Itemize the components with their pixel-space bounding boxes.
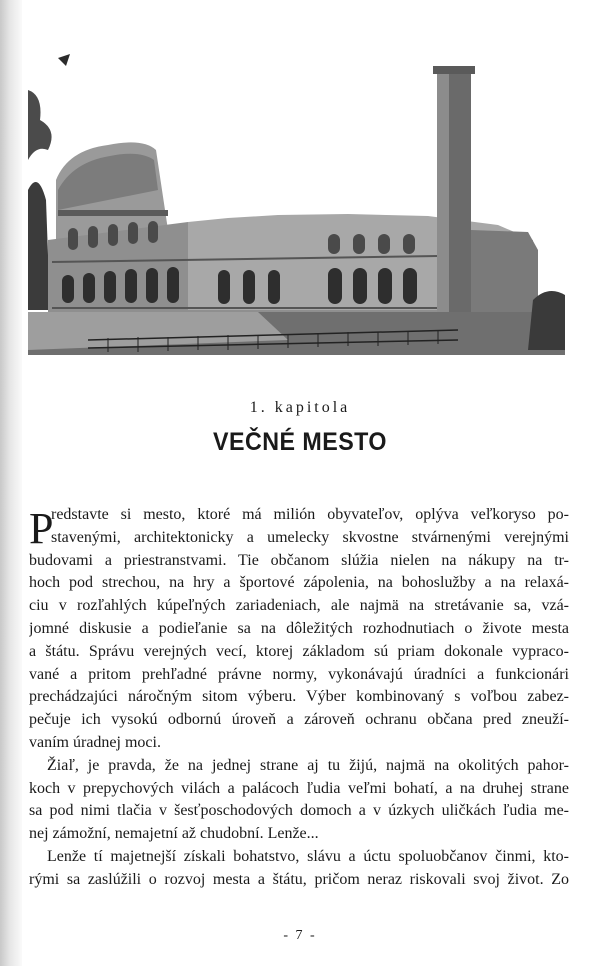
text-line: pečuje ich vysokú odbornú úroveň a zároveň ochranu občana pred zneuží- xyxy=(29,711,569,729)
text-line: jomné diskusie a podieľanie sa na dôležitých rozhodnutiach o živote mesta xyxy=(29,619,569,637)
page-number: - 7 - xyxy=(283,928,317,943)
chapter-label: 1. kapitola xyxy=(249,399,351,416)
text-line: budovami a priestranstvami. Tie občanom slúžia nielen na nákupy na tr- xyxy=(29,551,569,569)
text-line: sa pod nimi tlačia v šesťposchodových domoch a v úzkych uličkách ľudia me- xyxy=(29,802,569,820)
text-line: koch v prepychových vilách a palácoch ľudia veľmi bohatí, a na druhej strane xyxy=(29,779,569,797)
colosseum-photo xyxy=(28,50,565,355)
chapter-title: VEČNÉ MESTO xyxy=(213,428,387,456)
text-line: stavenými, architektonicky a umelecky skvostne stvárnenými verejnými xyxy=(51,528,569,546)
text-line: vaním úradnej moci. xyxy=(29,733,161,751)
text-line: a štátu. Správu verejných vecí, ktorej základom sú priam dokonale vypraco- xyxy=(29,642,569,660)
text-line: Lenže tí majetnejší získali bohatstvo, slávu a úctu spoluobčanov činmi, kto- xyxy=(47,847,569,865)
text-line: rými sa zaslúžili o rozvoj mesta a štátu, pričom neraz riskovali svoj život. Zo xyxy=(29,870,569,888)
drop-cap: P xyxy=(29,504,54,553)
text-line: Žiaľ, je pravda, že na jednej strane aj tu žijú, najmä na okolitých pahor- xyxy=(47,756,569,774)
colosseum-illustration xyxy=(28,50,565,355)
body-text xyxy=(29,504,569,892)
text-line: nej zámožní, nemajetní až chudobní. Lenže... xyxy=(29,825,319,843)
text-line: ciu v rozľahlých kúpeľných zariadeniach, ale najmä na stretávanie sa, vzá- xyxy=(29,597,569,615)
text-line: hoch pod strechou, na hry a športové zápolenia, na bohoslužby a na relaxá- xyxy=(29,574,569,592)
text-line: redstavte si mesto, ktoré má milión obyvateľov, oplýva veľkoryso po- xyxy=(51,506,569,523)
text-line: prechádzajúci náročným sitom výberu. Výber kombinovaný s voľbou zabez- xyxy=(29,688,569,706)
text-line: vané a pritom prehľadné právne normy, vykonávajú úradníci a funkcionári xyxy=(29,665,569,683)
